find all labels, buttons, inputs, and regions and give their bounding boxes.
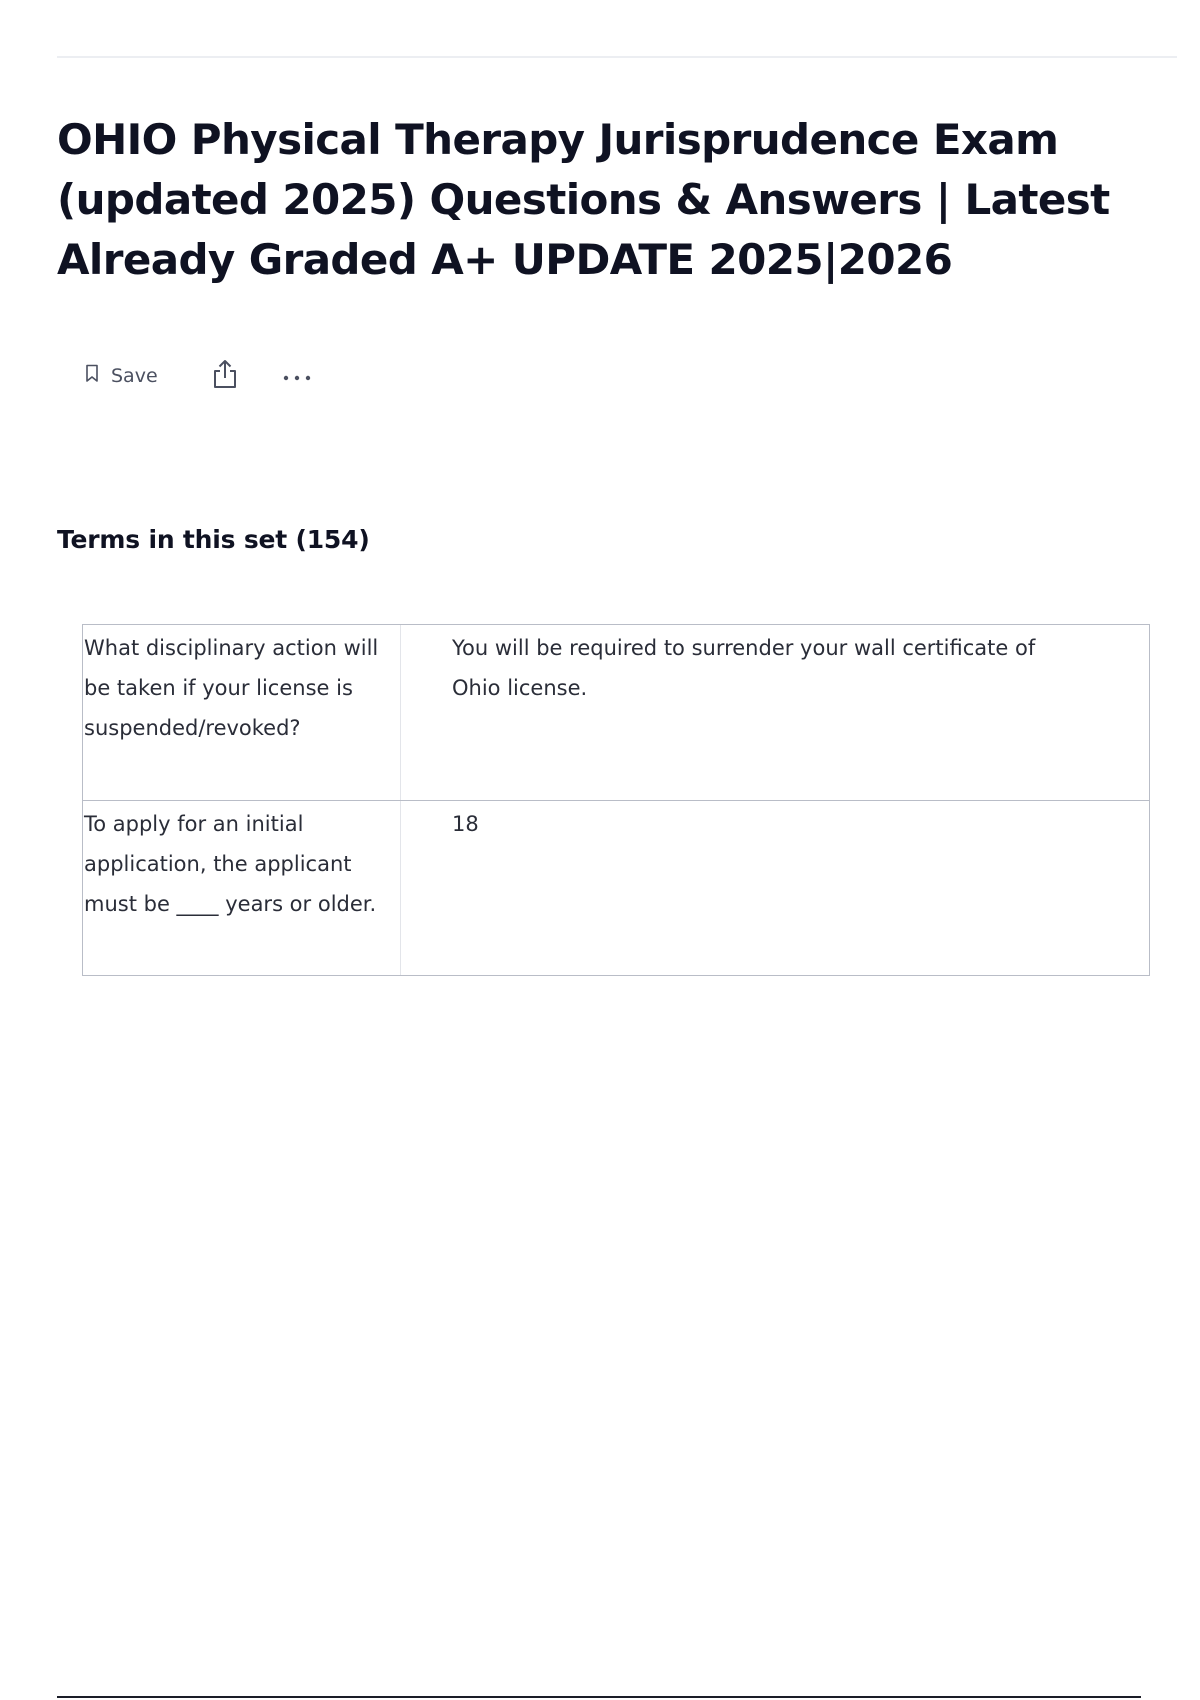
save-label: Save [111,365,158,387]
bookmark-icon [85,364,111,388]
more-options-icon [282,367,312,386]
term-cell: To apply for an initial application, the applicant must be ____ years or older. [83,801,401,975]
page-title: OHIO Physical Therapy Jurisprudence Exam (updated 2025) Questions & Answers | Latest Already Graded A+ UPDATE 2025|2026 [57,115,1110,284]
terms-heading: Terms in this set (154) [57,525,370,554]
share-button[interactable] [212,359,238,393]
term-cell: What disciplinary action will be taken if your license is suspended/revoked? [83,625,401,800]
share-icon [212,359,238,393]
table-row [83,801,1149,975]
more-options-button[interactable] [282,367,312,386]
definition-cell: 18 [452,812,479,836]
bottom-divider [57,1696,1141,1698]
definition-cell: You will be required to surrender your wall certificate of Ohio license. [452,636,1036,700]
terms-table [82,624,1150,976]
top-divider [57,56,1177,58]
action-bar [85,356,312,396]
table-row [83,625,1149,801]
save-button[interactable] [85,364,158,388]
